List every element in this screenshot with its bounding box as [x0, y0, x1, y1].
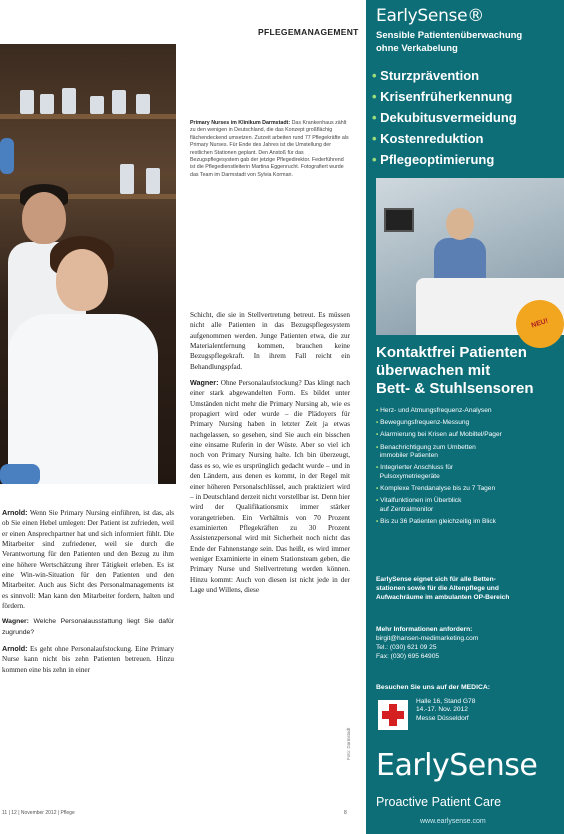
paragraph: Schicht, die sie in Stellvertretung betreut. Es müssen nicht alle Patienten in das Bezugspflegesystem aufgenommen werden. Junge Patienten etwa, die zur Materialentfernung kommen, brauchen keine Bezugspflegekraft. In ihrem Fall reicht ein Behandlungspfad.: [190, 311, 350, 371]
ad-feature: • Bis zu 36 Patienten gleichzeitig im Blick: [376, 518, 496, 526]
ad-feature: auf Zentralmonitor: [379, 505, 434, 513]
ad-fax: Fax: (030) 695 64905: [376, 653, 440, 660]
ad-benefit: • Kostenreduktion: [372, 131, 484, 146]
ad-website-link[interactable]: www.earlysense.com: [420, 818, 486, 825]
ad-feature: • Integrierter Anschluss für: [376, 464, 454, 472]
ad-benefit-list: [372, 65, 564, 170]
ad-medica-title: Besuchen Sie uns auf der MEDICA:: [376, 684, 491, 691]
nurses-photo: [0, 44, 176, 484]
paragraph: Wagner: Ohne Personalaufstockung? Das klingt nach einer stark abgewandelten Form. Es bildet unter Umständen nicht mehr die Primary Nursing ab, wie es propagiert wird oder wurde – die Plädoyers für Primary Nursing haben in letzter Zeit ja etwas nachgelassen, so gesehen, sind Sie auch ein bisschen eine einsame Ruferin in der Wüste. Aber so viel ich noch von Primary Nursing halte. Ich bin überzeugt, dass es so, wie es ursprünglich gedacht wurde – und in den Ländern, aus denen es kommt, in der Regel mit einer höheren Personalschlüssel, auch praktiziert wird – in Deutschland derzeit nicht vorstellbar ist. Denn hier wird der Qualifikationsmix immer stärker vorangetrieben. Ein Verhältnis von 70 Prozent examinierten Pflegekräften zu 30 Prozent Assistenzpersonal wird mit Sicherheit noch nicht das Ende der Fahnenstange sein. Das heißt, es wird immer weniger Examinierte in einem Stationsteam geben, die Primary Nurse und Stellvertretung werden können. Hinzu kommt: Auch von diesen ist nicht jede in der Lage und Willens, diese: [190, 378, 350, 594]
photo-caption: [190, 120, 350, 179]
medica-cross-icon: [378, 700, 408, 730]
ad-benefit: • Pflegeoptimierung: [372, 152, 495, 167]
ad-feature: • Komplexe Trendanalyse bis zu 7 Tagen: [376, 485, 496, 493]
ad-benefit: • Krisenfrüherkennung: [372, 89, 513, 104]
ad-logo-large: EarlySense: [376, 748, 538, 783]
photo-credit: Foto: Darmstadt: [346, 727, 351, 760]
ad-contact: Mehr Informationen anfordern: birgit@hansen-medimarketing.com Tel.: (030) 621 09 25 Fax: (030) 695 64905: [376, 625, 564, 661]
ad-feature: • Bewegungsfrequenz-Messung: [376, 419, 470, 427]
ad-feature: • Alarmierung bei Krisen auf Mobiltel/Pager: [376, 431, 502, 439]
ad-feature: Pulsoxymetriegeräte: [379, 472, 440, 480]
caption-lead: Primary Nurses im Klinikum Darmstadt:: [190, 120, 291, 126]
ad-benefit: • Sturzprävention: [372, 68, 480, 83]
ad-feature: • Vitalfunktionen im Überblick: [376, 497, 462, 505]
caption-text: Das Krankenhaus zählt zu den wenigen in Deutschland, die das Konzept großflächig flächendeckend umsetzen. Zurzeit arbeiten rund 77 Pflegekräfte als Primary Nurses. Für Ende des Jahres ist die Umstellung der restlichen Stationen geplant. Den Anstoß für das Bezugspflegesystem gab der jetzige Pflegedirektor. Federführend ist die Pflegedienstleiterin Martina Eggenrucht. Fotografiert wurde das Team im Darmstadt von Sylvia Korman.: [190, 120, 349, 178]
article-column-right: [190, 310, 350, 601]
ad-slogan: Proactive Patient Care: [376, 795, 502, 809]
question: Wagner: Welche Personalausstattung liegt Sie dafür zugrunde?: [2, 618, 174, 636]
ad-tagline: Sensible Patientenüberwachung ohne Verkabelung: [376, 30, 523, 54]
ad-headline: Kontaktfrei Patienten überwachen mit Bett- & Stuhlsensoren: [376, 344, 534, 397]
ad-medica-details: Halle 16, Stand G78 14.-17. Nov. 2012 Messe Düsseldorf: [416, 698, 476, 722]
section-heading: PFLEGEMANAGEMENT: [258, 27, 359, 37]
ad-feature: immobiler Patienten: [379, 452, 438, 460]
article-column-left: [2, 508, 174, 681]
page-number: 8: [344, 810, 347, 816]
ad-brand-logo: EarlySense®: [376, 6, 484, 26]
advertisement: [366, 0, 564, 834]
footer-issue: 11 | 12 | November 2012 | Pflege: [2, 810, 75, 816]
paragraph: Arnold: Wenn Sie Primary Nursing einführen, ist das, als ob Sie einen Hebel umlegen: Der Patient ist zufrieden, weil er einen Ansprechpartner hat und sich informiert fühlt. Die Mitarbeiter sind zufriedener, weil sie durch die Verantwortung für den Patienten und den Bezug zu ihm eine höhere Wertschätzung ihrer Tätigkeit erleben. Es ist eine Win-win-Situation für den Patienten und den Mitarbeiter. Auch aus Sicht des Personalmanagements ist es sinnvoll: Man kann den Mitarbeiter fordern, halten und fördern.: [2, 508, 174, 611]
paragraph: Arnold: Es geht ohne Personalaufstockung. Eine Primary Nurse kann nicht bis zehn Patienten betreuen. Hinzu kommen eine bis zehn in einer: [2, 644, 174, 674]
ad-feature: • Benachrichtigung zum Umbetten: [376, 443, 476, 451]
new-badge: NEU!: [510, 294, 564, 354]
ad-feature-list: [376, 407, 564, 530]
ad-email-link[interactable]: birgit@hansen-medimarketing.com: [376, 635, 479, 642]
ad-description: EarlySense eignet sich für alle Betten- stationen sowie für die Altenpflege und Aufwachräume im ambulanten OP-Bereich: [376, 576, 510, 601]
ad-feature: • Herz- und Atmungsfrequenz-Analysen: [376, 407, 492, 414]
ad-benefit: • Dekubitusvermeidung: [372, 110, 517, 125]
ad-phone: Tel.: (030) 621 09 25: [376, 644, 437, 651]
